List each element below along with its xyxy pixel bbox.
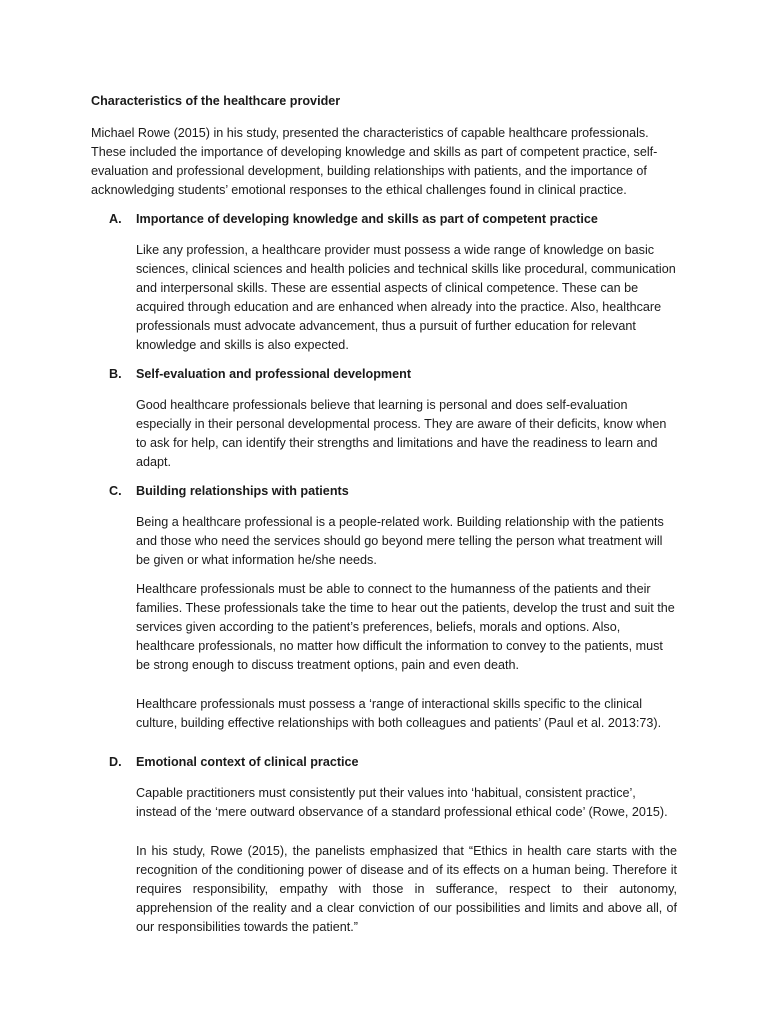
section-letter: A. <box>109 212 122 226</box>
document-title: Characteristics of the healthcare provider <box>91 94 341 108</box>
document-body <box>91 92 677 947</box>
section-b <box>91 365 677 472</box>
section-a <box>91 210 677 355</box>
section-d <box>91 753 677 937</box>
section-title: Self-evaluation and professional development <box>136 367 412 381</box>
section-title: Importance of developing knowledge and skills as part of competent practice <box>136 212 598 226</box>
section-paragraph: Like any profession, a healthcare provider must possess a wide range of knowledge on basic sciences, clinical sciences and health policies and technical skills like procedural, communication and interpersonal skills. These are essential aspects of clinical competence. These can be acquired through education and are enhanced when already into the practice. Also, healthcare professionals must advocate advancement, thus a pursuit of further education for relevant knowledge and skills is also expected. <box>136 243 676 352</box>
section-paragraph: Healthcare professionals must be able to connect to the humanness of the patients and their families. These professionals take the time to hear out the patients, develop the trust and suit the services given according to the patient’s preferences, beliefs, morals and options. Also, healthcare professionals, no matter how difficult the information to convey to the patients, must be strong enough to discuss treatment options, pain and even death. <box>136 582 675 672</box>
section-paragraph: Healthcare professionals must possess a ‘range of interactional skills specific to the clinical culture, building effective relationships with both colleagues and patients’ (Paul et al. 2013:73). <box>136 697 662 730</box>
section-paragraph: Being a healthcare professional is a people-related work. Building relationship with the patients and those who need the services should go beyond mere telling the person what treatment will be given or what information he/she needs. <box>136 515 664 567</box>
section-title: Building relationships with patients <box>136 484 349 498</box>
intro-paragraph: Michael Rowe (2015) in his study, presented the characteristics of capable healthcare professionals. These included the importance of developing knowledge and skills as part of competent practice, self-evaluation and professional development, building relationships with patients, and the importance of acknowledging students’ emotional responses to the ethical challenges found in clinical practice. <box>91 126 658 197</box>
section-letter: C. <box>109 484 122 498</box>
section-heading <box>91 365 677 384</box>
section-title: Emotional context of clinical practice <box>136 755 359 769</box>
section-heading <box>91 482 677 501</box>
section-paragraph: Good healthcare professionals believe that learning is personal and does self-evaluation especially in their personal developmental process. They are aware of their deficits, know when to ask for help, can identify their strengths and limitations and have the readiness to learn and adapt. <box>136 398 667 469</box>
section-letter: D. <box>109 755 122 769</box>
section-paragraph: Capable practitioners must consistently put their values into ‘habitual, consistent practice’, instead of the ‘mere outward observance of a standard professional ethical code’ (Rowe, 2015). <box>136 786 668 819</box>
section-paragraph: In his study, Rowe (2015), the panelists emphasized that “Ethics in health care starts with the recognition of the conditioning power of disease and of its effects on a human being. Therefore it requires responsibility, empathy with those in sufferance, respect to their autonomy, apprehension of the reality and a clear conviction of our possibilities and limits and above all, of our responsibilities towards the patient.” <box>136 844 677 934</box>
section-heading <box>91 210 677 229</box>
section-letter: B. <box>109 367 122 381</box>
section-c <box>91 482 677 733</box>
section-heading <box>91 753 677 772</box>
